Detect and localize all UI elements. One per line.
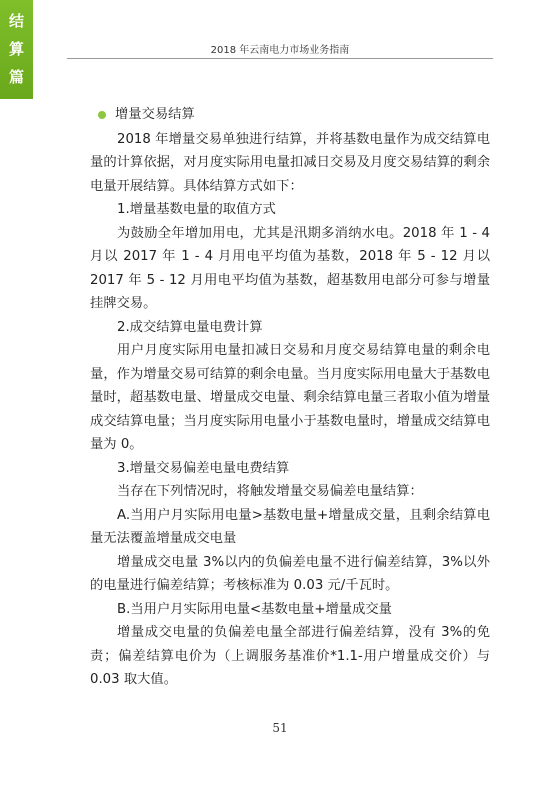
paragraph: 增量成交电量 3%以内的负偏差电量不进行偏差结算，3%以外的电量进行偏差结算；考核标准为 0.03 元/千瓦时。 <box>90 554 490 593</box>
bullet-icon <box>98 111 106 119</box>
paragraph: 用户月度实际用电量扣减日交易和月度交易结算电量的剩余电量，作为增量交易可结算的剩余电量。当月度实际用电量大于基数电量时，超基数电量、增量成交电量、剩余结算电量三者取小值为增量成交结算电量；当月度实际用电量小于基数电量时，增量成交结算电量为 0。 <box>90 343 490 452</box>
page-content <box>90 103 490 692</box>
side-tab-char: 结 <box>8 12 24 31</box>
paragraph: A.当用户月实际用电量>基数电量+增量成交量，且剩余结算电量无法覆盖增量成交电量 <box>90 507 490 546</box>
subheading: 1.增量基数电量的取值方式 <box>117 202 276 217</box>
paragraph: B.当用户月实际用电量<基数电量+增量成交量 <box>117 601 392 617</box>
side-tab-char: 篇 <box>8 67 24 86</box>
section-title: 增量交易结算 <box>115 107 195 122</box>
side-tab-char: 算 <box>8 39 24 58</box>
subheading: 3.增量交易偏差电量电费结算 <box>117 460 290 476</box>
paragraph: 2018 年增量交易单独进行结算，并将基数电量作为成交结算电量的计算依据，对月度实际用电量扣减日交易及月度交易结算的剩余电量开展结算。具体结算方式如下： <box>90 131 490 194</box>
page-number: 51 <box>272 721 288 735</box>
paragraph: 增量成交电量的负偏差电量全部进行偏差结算，没有 3%的免责；偏差结算电价为（上调服务基准价*1.1-用户增量成交价）与 0.03 取大值。 <box>90 625 490 687</box>
section-heading <box>90 103 490 127</box>
paragraph: 为鼓励全年增加用电，尤其是汛期多消纳水电。2018 年 1 - 4 月以 2017 年 1 - 4 月用电平均值为基数，2018 年 5 - 12 月以 2017 年 5 - 12 月用电平均值为基数，超基数用电部分可参与增量挂牌交易。 <box>90 225 490 311</box>
running-header: 2018 年云南电力市场业务指南 <box>210 45 350 56</box>
paragraph: 当存在下列情况时，将触发增量交易偏差电量结算： <box>117 484 423 499</box>
header-rule <box>67 58 493 59</box>
subheading: 2.成交结算电量电费计算 <box>117 319 263 335</box>
